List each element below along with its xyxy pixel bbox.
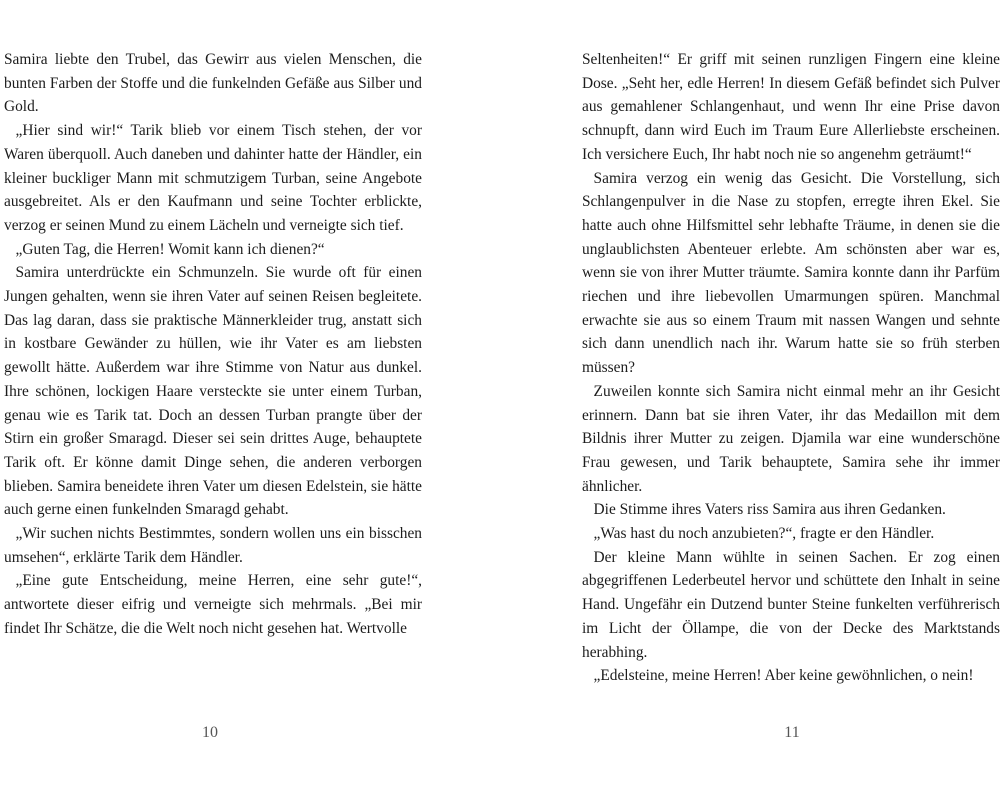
paragraph: Samira unterdrückte ein Schmunzeln. Sie wurde oft für einen Jungen gehalten, wenn sie ihren Vater auf seinen Reisen begleitete. Das lag daran, dass sie praktische Männerkleider trug, anstatt sich in kostbare Gewänder zu hüllen, wie ihr Vater es am liebsten gewollt hätte. Außerdem war ihre Stimme von Natur aus dunkel. Ihre schönen, lockigen Haare versteckte sie unter einem Turban, genau wie es Tarik tat. Doch an dessen Turban prangte über der Stirn ein großer Smaragd. Dieser sei sein drittes Auge, behauptete Tarik oft. Er könne damit Dinge sehen, die anderen verborgen blieben. Samira beneidete ihren Vater um diesen Edelstein, sie hätte auch gerne einen funkelnden Smaragd gehabt. (4, 264, 422, 519)
left-page (4, 48, 422, 641)
paragraph: „Wir suchen nichts Bestimmtes, sondern wollen uns ein bisschen umsehen“, erklärte Tarik dem Händler. (4, 525, 422, 566)
paragraph: Die Stimme ihres Vaters riss Samira aus ihren Gedanken. (593, 501, 946, 519)
paragraph: „Guten Tag, die Herren! Womit kann ich dienen?“ (15, 240, 325, 258)
right-page-text (582, 48, 1000, 688)
paragraph: „Eine gute Entscheidung, meine Herren, eine sehr gute!“, antwortete dieser eifrig und verneigte sich mehrmals. „Bei mir findet Ihr Schätze, die die Welt noch nicht gesehen hat. Wertvolle (4, 572, 422, 637)
right-page (582, 48, 1000, 688)
paragraph: Der kleine Mann wühlte in seinen Sachen. Er zog einen abgegriffenen Lederbeutel hervor und schüttete den Inhalt in seine Hand. Ungefähr ein Dutzend bunter Steine funkelten verführerisch im Licht der Öllampe, die von der Decke des Marktstands herabhing. (582, 548, 1000, 661)
paragraph: Samira liebte den Trubel, das Gewirr aus vielen Menschen, die bunten Farben der Stoffe und die funkelnden Gefäße aus Silber und Gold. (4, 51, 422, 116)
page-number-left: 10 (202, 724, 218, 741)
left-page-text (4, 48, 422, 641)
paragraph: Zuweilen konnte sich Samira nicht einmal mehr an ihr Gesicht erinnern. Dann bat sie ihren Vater, ihr das Medaillon mit dem Bildnis ihrer Mutter zu zeigen. Djamila war eine wunderschöne Frau gewesen, und Tarik behauptete, Samira sehe ihr immer ähnlicher. (582, 382, 1000, 495)
paragraph: „Was hast du noch anzubieten?“, fragte er den Händler. (593, 525, 935, 543)
paragraph: „Edelsteine, meine Herren! Aber keine gewöhnlichen, o nein! (593, 667, 974, 685)
paragraph: Samira verzog ein wenig das Gesicht. Die Vorstellung, sich Schlangenpulver in die Nase zu stopfen, erregte ihren Ekel. Sie hatte auch ohne Hilfsmittel sehr lebhafte Träume, in denen sie die unglaublichsten Abenteuer erlebte. Am schönsten aber war es, wenn sie von ihrer Mutter träumte. Samira konnte dann ihr Parfüm riechen und ihre liebevollen Umarmungen spüren. Manchmal erwachte sie aus so einem Traum mit nassen Wangen und sehnte sich dann unendlich nach ihr. Warum hatte sie so früh sterben müssen? (582, 169, 1000, 377)
paragraph: Seltenheiten!“ Er griff mit seinen runzligen Fingern eine kleine Dose. „Seht her, edle Herren! In diesem Gefäß befindet sich Pulver aus gemahlener Schlangenhaut, und wenn Ihr eine Prise davon schnupft, dann wird Euch im Traum Eure Allerliebste erscheinen. Ich versichere Euch, Ihr habt noch nie so angenehm geträumt!“ (582, 51, 1000, 163)
paragraph: „Hier sind wir!“ Tarik blieb vor einem Tisch stehen, der vor Waren überquoll. Auch daneben und dahinter hatte der Händler, ein kleiner buckliger Mann mit schmutzigem Turban, seine Angebote ausgebreitet. Als er den Kaufmann und seine Tochter erblickte, verzog er seinen Mund zu einem Lächeln und verneigte sich tief. (4, 122, 422, 234)
page-number-right: 11 (784, 724, 800, 741)
